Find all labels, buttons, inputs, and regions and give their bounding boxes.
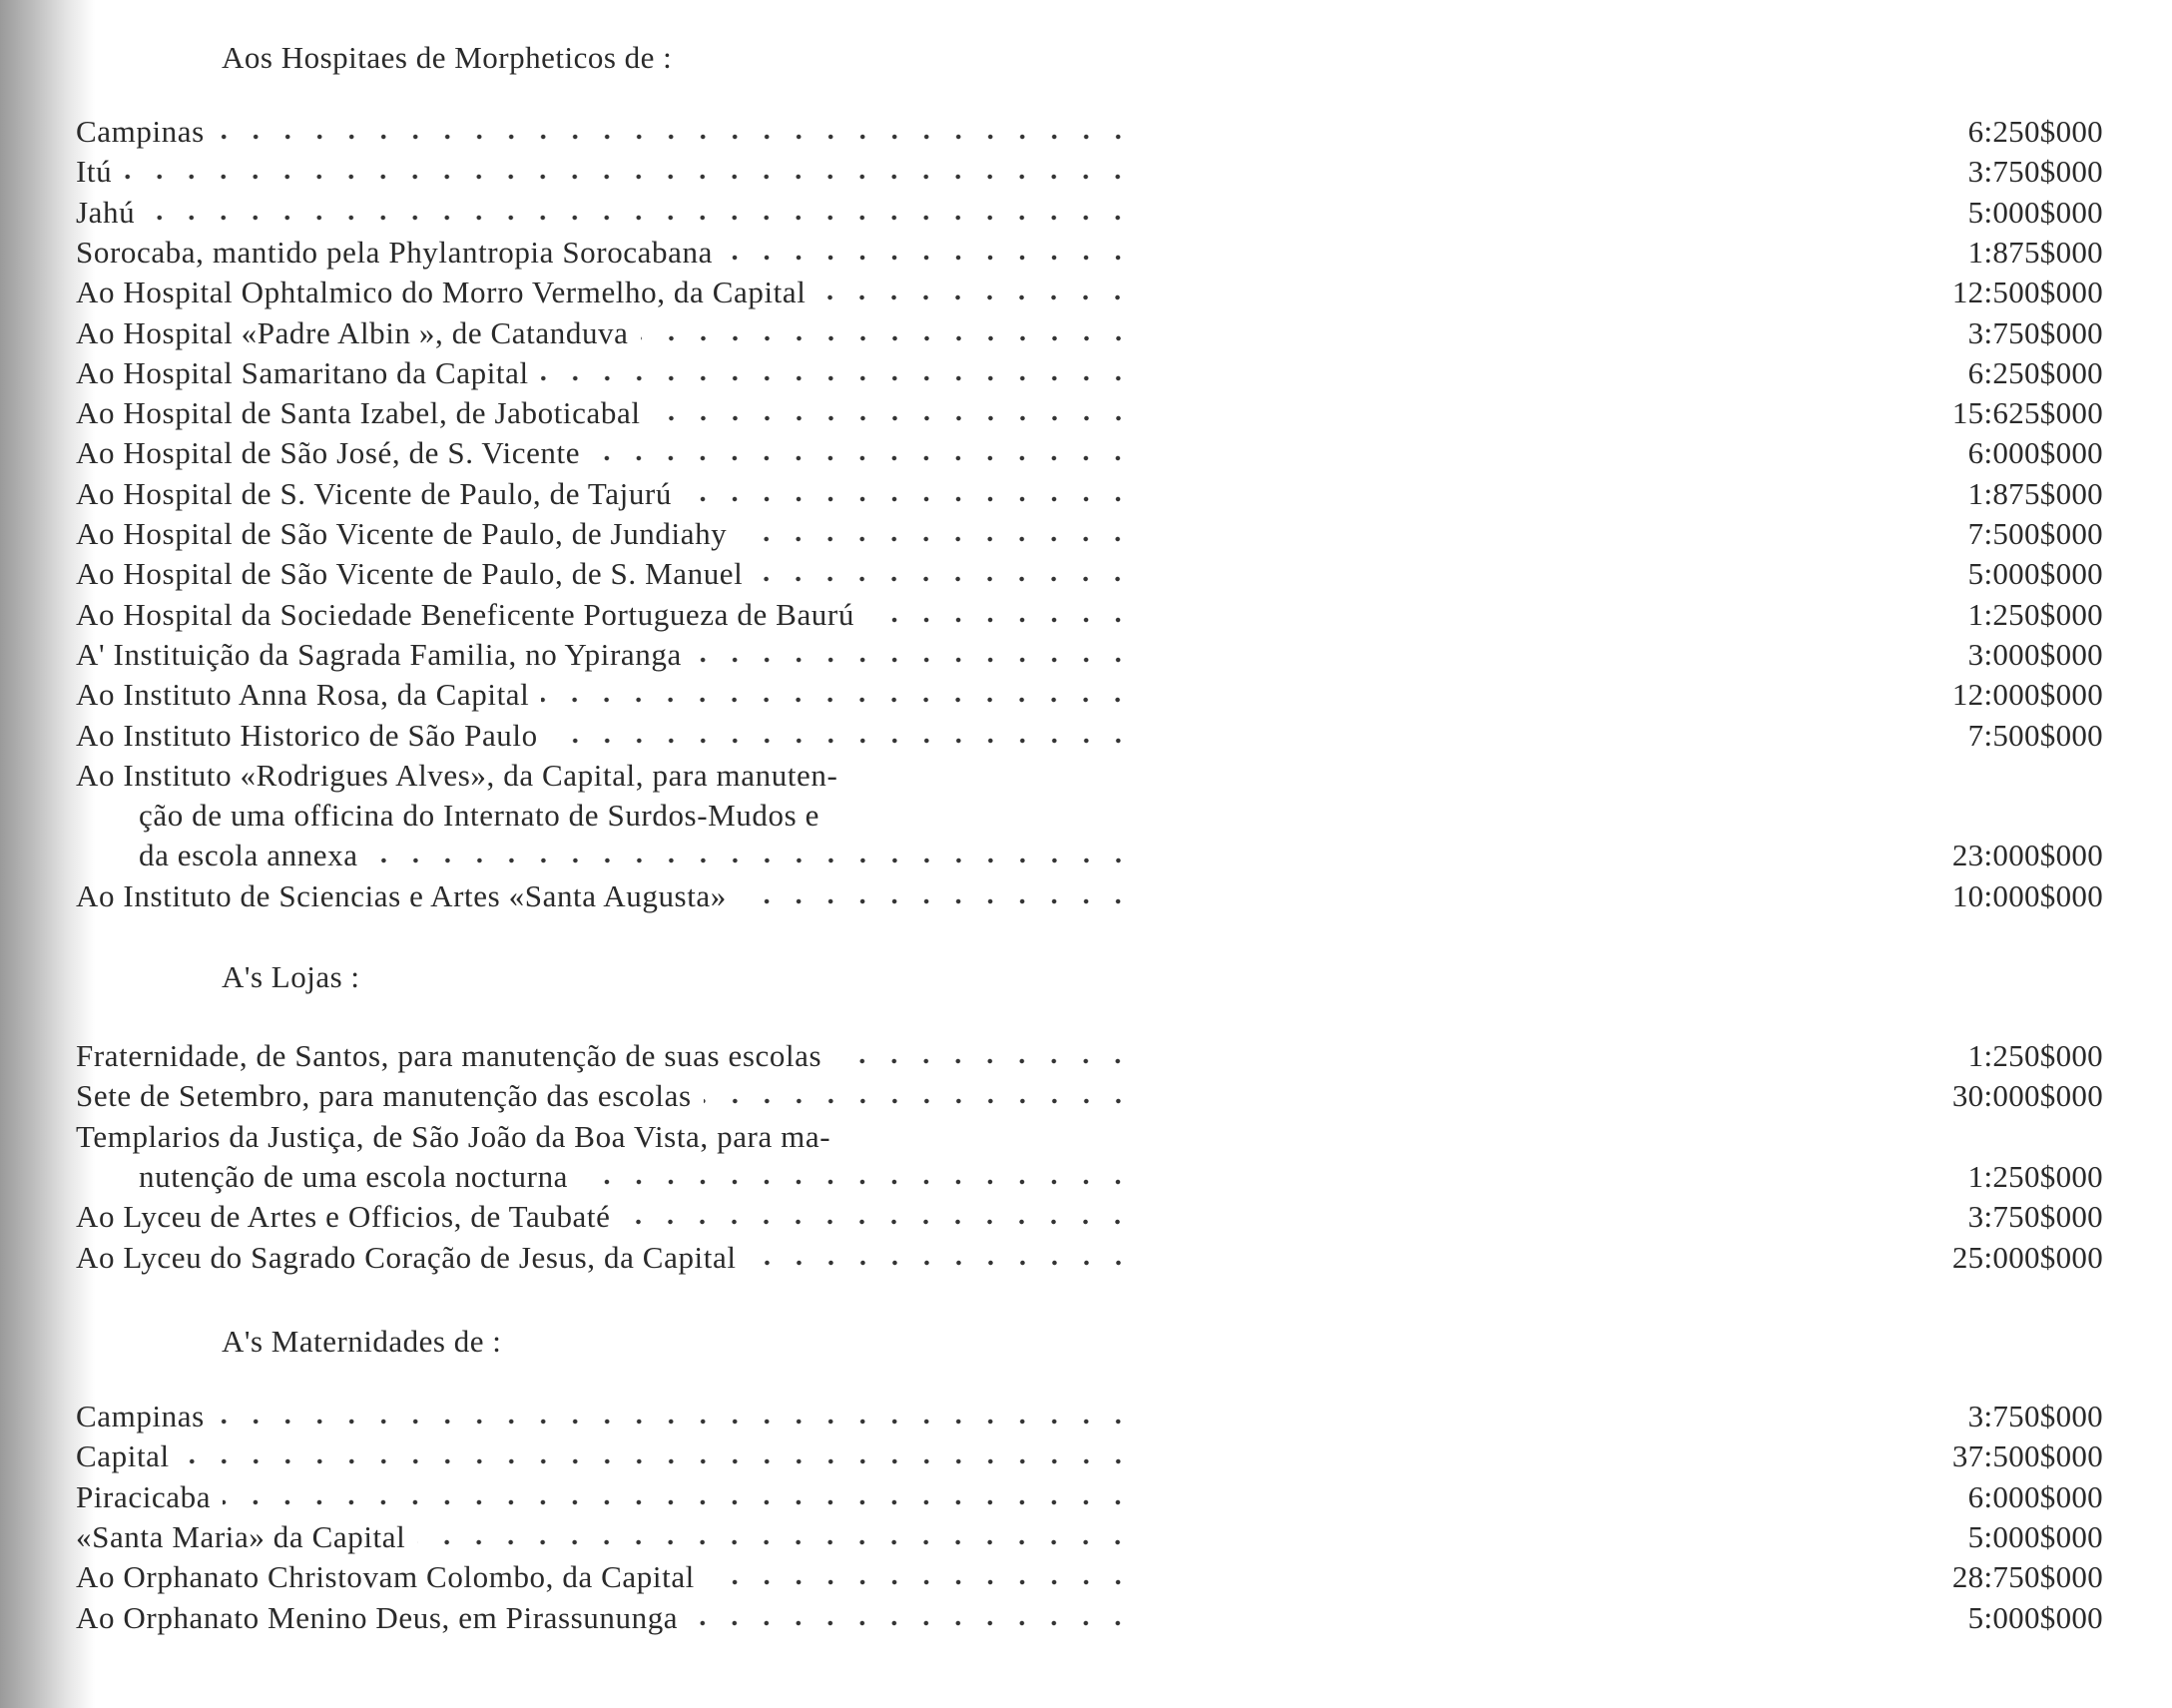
entry-label: Ao Instituto Anna Rosa, da Capital [76,677,530,713]
dot-leader [704,1098,1134,1104]
entry-label: ção de uma officina do Internato de Surdos-Mudos e [139,798,819,834]
entry-line [76,353,1134,393]
entry-label: Ao Hospital Ophtalmico do Morro Vermelho, da Capital [76,275,807,310]
entry-label: Piracicaba [76,1478,212,1514]
entry-line [76,1436,1134,1476]
entry-label: Sorocaba, mantido pela Phylantropia Sorocabana [76,234,713,270]
dot-leader [550,738,1134,744]
entry-label: Ao Hospital Samaritano da Capital [76,354,529,390]
entry-line [76,1477,1134,1517]
entry-line [76,1557,1134,1597]
dot-leader [739,898,1134,904]
entry-amount: 1:875$000 [1967,475,2103,511]
entry-line [76,474,1134,514]
entry-label: Ao Instituto Historico de São Paulo [76,717,538,753]
entry-amount: 25:000$000 [1951,1239,2103,1275]
entry-line [76,112,1134,152]
entry-label: Ao Hospital de Santa Izabel, de Jaboticabal [76,395,641,431]
entry-amount: 3:750$000 [1967,154,2103,190]
entry-line [76,595,1134,635]
dot-leader [541,697,1134,703]
entry-line [76,1036,1134,1076]
dot-leader [370,857,1134,863]
entry-line [76,1517,1134,1557]
dot-leader [580,1179,1134,1185]
entry-amount: 37:500$000 [1951,1438,2103,1474]
entry-amount: 3:000$000 [1967,636,2103,672]
entry-line [76,635,1134,675]
dot-leader [147,215,1134,221]
entry-label: Ao Hospital da Sociedade Beneficente Portugueza de Baurú [76,596,854,632]
entry-amount: 23:000$000 [1951,838,2103,873]
entry-label: Capital [76,1438,170,1474]
entry-amount: 10:000$000 [1951,877,2103,913]
entry-amount: 7:500$000 [1967,717,2103,753]
entry-amount: 30:000$000 [1951,1078,2103,1114]
dot-leader [707,1579,1134,1585]
entry-label: Ao Instituto de Sciencias e Artes «Santa Augusta» [76,877,727,913]
entry-amount: 5:000$000 [1967,194,2103,230]
section-heading: Aos Hospitaes de Morpheticos de : [222,40,673,75]
entry-amount: 6:250$000 [1967,114,2103,149]
entry-amount: 1:250$000 [1967,596,2103,632]
entry-amount: 1:250$000 [1967,1038,2103,1073]
entry-label: Ao Orphanato Menino Deus, em Pirassununga [76,1599,679,1635]
dot-leader [833,1058,1134,1064]
dot-leader [217,134,1134,140]
entry-label: Ao Hospital de São Vicente de Paulo, de S. Manuel [76,556,744,592]
entry-label: «Santa Maria» da Capital [76,1518,406,1554]
entry-line [76,193,1134,233]
entry-line [76,313,1134,353]
entry-label: da escola annexa [139,838,358,873]
entry-amount: 15:625$000 [1951,395,2103,431]
dot-leader [641,335,1135,341]
entry-amount: 3:750$000 [1967,314,2103,350]
entry-label: Ao Instituto «Rodrigues Alves», da Capital, para manuten- [76,757,838,793]
entry-label: Jahú [76,194,136,230]
dot-leader [622,1219,1134,1225]
entry-line [76,433,1134,473]
entry-amount: 1:250$000 [1967,1158,2103,1194]
entry-line [76,152,1134,192]
entry-label: Campinas [76,1399,205,1433]
entry-line [76,1598,1134,1638]
dot-leader [817,294,1134,300]
entry-amount: 6:000$000 [1967,435,2103,471]
entry-label: Campinas [76,114,205,149]
entry-line [76,716,1134,756]
entry-line [76,233,1134,273]
entry-amount: 12:500$000 [1951,275,2103,310]
entry-line [76,1117,1134,1157]
entry-label: Itú [76,154,113,190]
entry-line [76,1238,1134,1278]
dot-leader [592,455,1134,461]
dot-leader [217,1419,1134,1424]
entry-amount: 5:000$000 [1967,1518,2103,1554]
entry-amount: 7:500$000 [1967,516,2103,551]
entry-amount: 6:250$000 [1967,354,2103,390]
dot-leader [653,415,1134,421]
entry-label: nutenção de uma escola nocturna [139,1158,569,1194]
section-heading: A's Lojas : [222,959,360,994]
entry-label: Ao Orphanato Christovam Colombo, da Capital [76,1559,695,1595]
entry-label: Ao Lyceu de Artes e Officios, de Taubaté [76,1199,611,1235]
entry-amount: 5:000$000 [1967,556,2103,592]
entry-label: A' Instituição da Sagrada Familia, no Ypiranga [76,636,682,672]
entry-label: Sete de Setembro, para manutenção das escolas [76,1078,692,1114]
entry-label: Fraternidade, de Santos, para manutenção de suas escolas [76,1038,822,1073]
entry-line [76,756,1134,796]
entry-line [76,1076,1134,1116]
entry-line [76,675,1134,715]
entry-line [76,554,1134,594]
entry-line [76,514,1134,554]
entry-label: Ao Hospital de São José, de S. Vicente [76,435,581,471]
entry-line [139,1157,1134,1197]
entry-amount: 5:000$000 [1967,1599,2103,1635]
dot-leader [684,496,1134,502]
entry-label: Templarios da Justiça, de São João da Boa Vista, para ma- [76,1118,831,1154]
dot-leader [690,1620,1134,1626]
entry-label: Ao Lyceu do Sagrado Coração de Jesus, da Capital [76,1239,737,1275]
entry-label: Ao Hospital de S. Vicente de Paulo, de Tajurú [76,475,672,511]
dot-leader [749,1260,1134,1266]
entry-amount: 1:875$000 [1967,234,2103,270]
dot-leader [124,174,1134,180]
entry-amount: 6:000$000 [1967,1478,2103,1514]
entry-label: Ao Hospital de São Vicente de Paulo, de Jundiahy [76,516,728,551]
entry-amount: 28:750$000 [1951,1559,2103,1595]
entry-line [76,1397,1134,1436]
entry-amount: 3:750$000 [1967,1399,2103,1433]
entry-line [76,876,1134,916]
entry-amount: 12:000$000 [1951,677,2103,713]
dot-leader [182,1458,1134,1464]
entry-line [76,273,1134,312]
dot-leader [541,375,1134,381]
entry-line [139,796,1134,836]
dot-leader [417,1539,1134,1545]
dot-leader [739,536,1134,542]
dot-leader [755,576,1134,582]
entry-line [76,393,1134,433]
entry-line [76,1197,1134,1237]
dot-leader [223,1499,1134,1505]
entry-amount: 3:750$000 [1967,1199,2103,1235]
section-heading: A's Maternidades de : [222,1324,502,1359]
entry-label: Ao Hospital «Padre Albin », de Catanduva [76,314,629,350]
dot-leader [725,255,1134,261]
dot-leader [694,657,1134,663]
entry-line [139,836,1134,875]
dot-leader [866,617,1134,623]
